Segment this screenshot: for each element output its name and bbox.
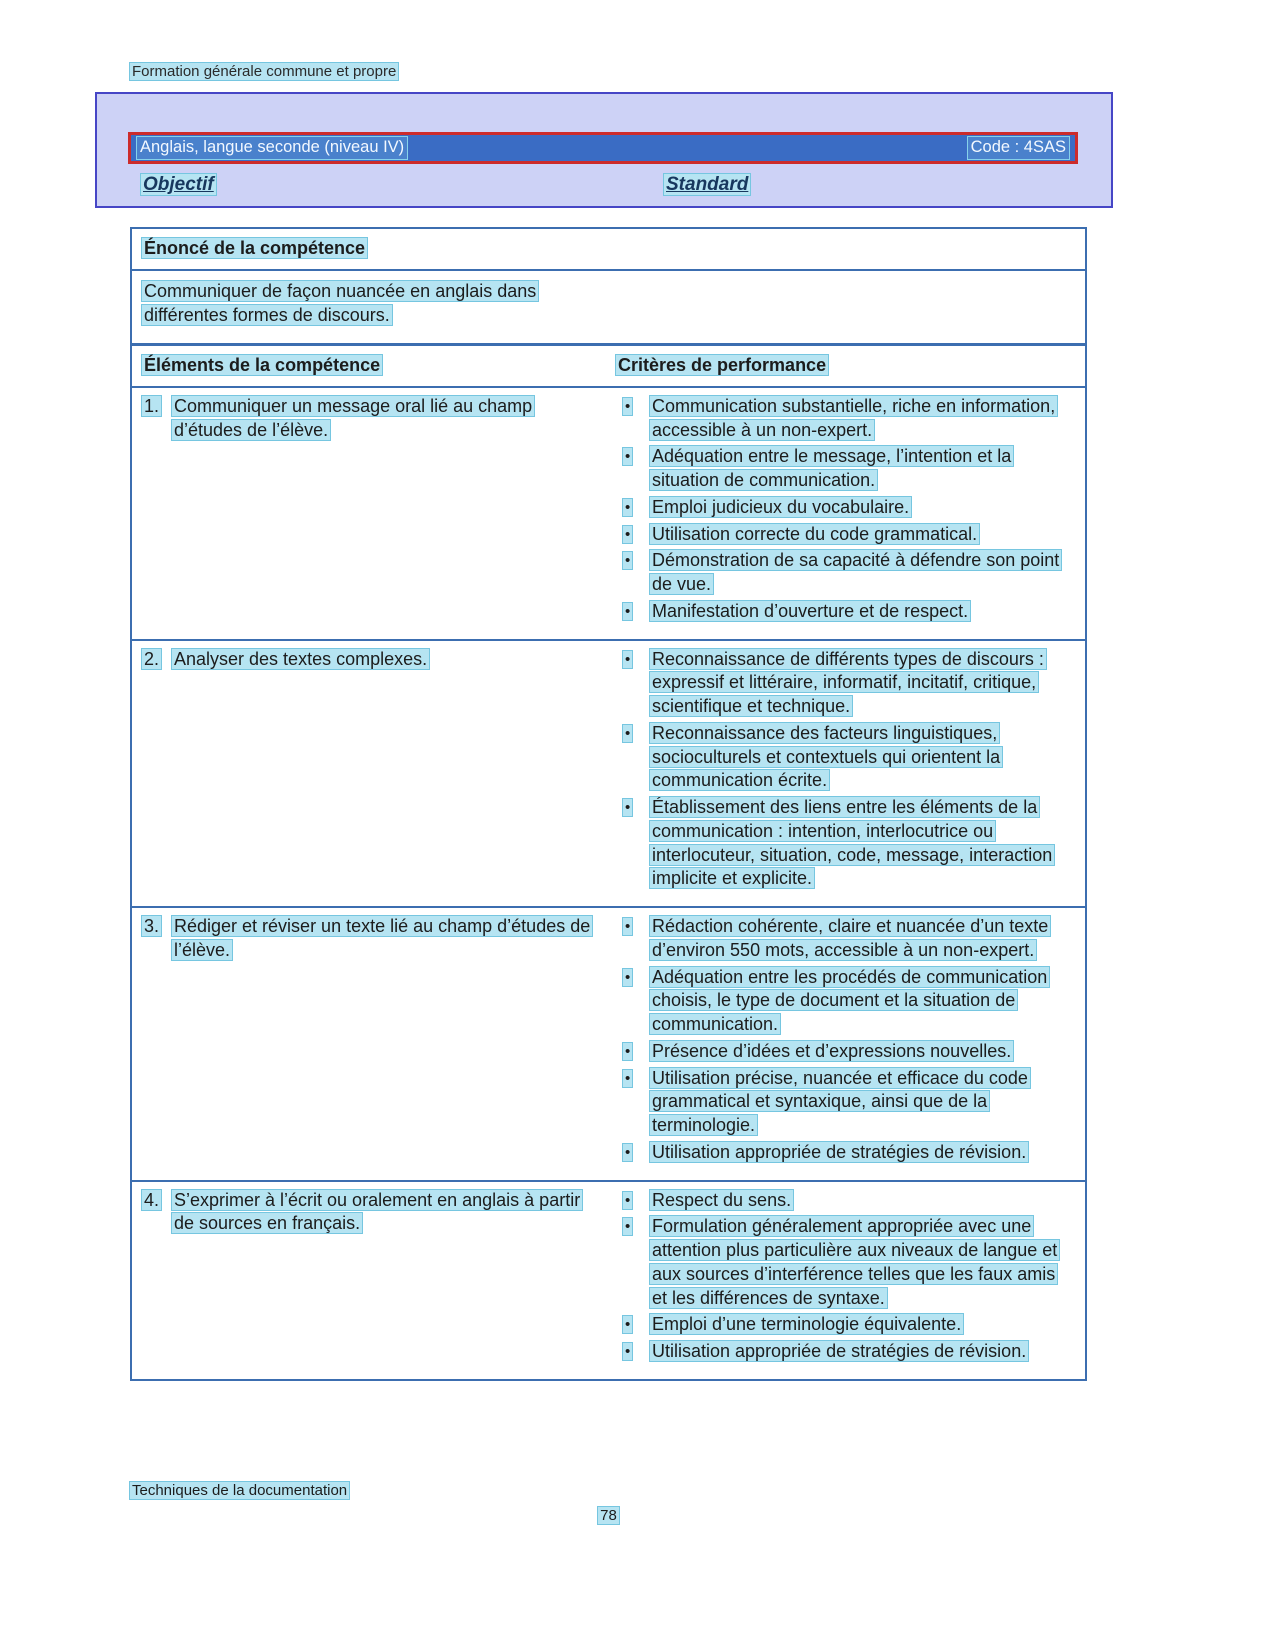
bullet-glyph: • (622, 1143, 633, 1162)
criterion-text-wrap (649, 1189, 1074, 1213)
competence-table (130, 344, 1087, 1381)
bullet-icon (615, 1189, 649, 1212)
elements-column-header: Éléments de la compétence (141, 354, 383, 376)
criterion-text-wrap (649, 395, 1074, 443)
criterion-text-wrap (649, 445, 1074, 493)
bullet-glyph: • (622, 917, 633, 936)
table-row (132, 906, 1085, 1180)
criterion-item (615, 523, 1076, 547)
element-number-text: 3. (141, 915, 162, 937)
element-cell (141, 1189, 615, 1367)
element-text-wrap (171, 915, 591, 963)
bullet-icon (615, 722, 649, 745)
enonce-table-header (132, 229, 1085, 271)
criterion-text: Présence d’idées et d’expressions nouvelles. (649, 1040, 1014, 1062)
criterion-item (615, 915, 1076, 963)
criterion-text-wrap (649, 915, 1074, 963)
criterion-item (615, 549, 1076, 597)
element-cell (141, 395, 615, 627)
criterion-text-wrap (649, 648, 1074, 719)
criterion-text: Reconnaissance des facteurs linguistiques, socioculturels et contextuels qui orientent la communication écrite. (649, 722, 1003, 792)
bullet-icon (615, 523, 649, 546)
criterion-text: Rédaction cohérente, claire et nuancée d’un texte d’environ 550 mots, accessible à un non-expert. (649, 915, 1051, 961)
criterion-item (615, 722, 1076, 793)
criterion-text: Utilisation appropriée de stratégies de révision. (649, 1141, 1029, 1163)
footer-label: Techniques de la documentation (129, 1481, 350, 1500)
criterion-text-wrap (649, 796, 1074, 891)
criterion-text: Reconnaissance de différents types de discours : expressif et littéraire, informatif, incitatif, critique, scientifique et technique. (649, 648, 1047, 718)
enonce-table (130, 227, 1087, 345)
bullet-glyph: • (622, 447, 633, 466)
bullet-icon (615, 1215, 649, 1238)
bullet-glyph: • (622, 1069, 633, 1088)
document-footer (129, 1481, 350, 1501)
criterion-item (615, 648, 1076, 719)
element-number (141, 395, 171, 419)
criterion-text-wrap (649, 1215, 1074, 1310)
element-number-text: 1. (141, 395, 162, 417)
page-number: 78 (597, 1506, 620, 1525)
criteria-column-header: Critères de performance (615, 354, 829, 376)
criterion-text-wrap (649, 1067, 1074, 1138)
bullet-glyph: • (622, 602, 633, 621)
criterion-item (615, 1040, 1076, 1064)
criterion-item (615, 600, 1076, 624)
table-row (132, 1180, 1085, 1379)
criterion-item (615, 1313, 1076, 1337)
enonce-table-body (132, 271, 1085, 344)
enonce-title: Énoncé de la compétence (141, 237, 368, 259)
course-banner (95, 92, 1113, 208)
bullet-glyph: • (622, 1342, 633, 1361)
element-cell (141, 648, 615, 895)
criterion-text: Adéquation entre le message, l’intention et la situation de communication. (649, 445, 1014, 491)
document-header (129, 62, 399, 82)
bullet-icon (615, 600, 649, 623)
criterion-text-wrap (649, 1313, 1074, 1337)
bullet-glyph: • (622, 551, 633, 570)
bullet-icon (615, 445, 649, 468)
bullet-icon (615, 648, 649, 671)
element-text-wrap (171, 395, 591, 443)
bullet-glyph: • (622, 650, 633, 669)
criteria-list (615, 915, 1076, 1168)
bullet-glyph: • (622, 397, 633, 416)
criterion-item (615, 966, 1076, 1037)
criterion-text: Utilisation précise, nuancée et efficace du code grammatical et syntaxique, ainsi que de la terminologie. (649, 1067, 1031, 1137)
element-text-wrap (171, 648, 430, 672)
bullet-glyph: • (622, 798, 633, 817)
element-number-text: 2. (141, 648, 162, 670)
criterion-text-wrap (649, 1040, 1074, 1064)
criteria-column-header-cell (615, 354, 1076, 378)
criterion-item (615, 1215, 1076, 1310)
bullet-glyph: • (622, 1191, 633, 1210)
bullet-icon (615, 1313, 649, 1336)
criterion-text-wrap (649, 1141, 1074, 1165)
criterion-item (615, 445, 1076, 493)
objective-heading: Objectif (140, 173, 217, 196)
criterion-text-wrap (649, 1340, 1074, 1364)
bullet-icon (615, 1067, 649, 1090)
criterion-item (615, 496, 1076, 520)
bullet-glyph: • (622, 1042, 633, 1061)
bullet-icon (615, 549, 649, 572)
bullet-glyph: • (622, 1315, 633, 1334)
element-number-text: 4. (141, 1189, 162, 1211)
bullet-glyph: • (622, 498, 633, 517)
element-cell (141, 915, 615, 1168)
element-text: Analyser des textes complexes. (171, 648, 430, 670)
table-row (132, 639, 1085, 907)
criterion-item (615, 796, 1076, 891)
bullet-icon (615, 395, 649, 418)
elements-column-header-cell (141, 354, 615, 378)
bullet-icon (615, 915, 649, 938)
criteria-list (615, 648, 1076, 895)
criterion-text-wrap (649, 600, 1074, 624)
criterion-text: Démonstration de sa capacité à défendre son point de vue. (649, 549, 1062, 595)
bullet-icon (615, 796, 649, 819)
criterion-text-wrap (649, 722, 1074, 793)
bullet-glyph: • (622, 968, 633, 987)
criterion-text: Emploi d’une terminologie équivalente. (649, 1313, 964, 1335)
element-text-wrap (171, 1189, 591, 1237)
criterion-item (615, 1189, 1076, 1213)
course-code: Code : 4SAS (967, 136, 1070, 160)
criterion-text: Emploi judicieux du vocabulaire. (649, 496, 912, 518)
standard-heading: Standard (663, 173, 751, 196)
element-text: S’exprimer à l’écrit ou oralement en anglais à partir de sources en français. (171, 1189, 583, 1235)
element-number (141, 915, 171, 939)
criterion-text-wrap (649, 966, 1074, 1037)
competence-table-header (132, 346, 1085, 388)
bullet-icon (615, 1141, 649, 1164)
criterion-text: Utilisation correcte du code grammatical. (649, 523, 980, 545)
standard-heading-wrap (663, 172, 751, 197)
document-header-label: Formation générale commune et propre (129, 62, 399, 81)
criterion-item (615, 395, 1076, 443)
criterion-text-wrap (649, 496, 1074, 520)
criterion-text: Établissement des liens entre les éléments de la communication : intention, interlocutrice ou interlocuteur, situation, code, message, interaction implicite et explicite. (649, 796, 1055, 889)
bullet-glyph: • (622, 525, 633, 544)
bullet-glyph: • (622, 724, 633, 743)
criterion-item (615, 1340, 1076, 1364)
criterion-item (615, 1141, 1076, 1165)
objective-heading-wrap (140, 172, 217, 197)
bullet-icon (615, 1340, 649, 1363)
criterion-text: Utilisation appropriée de stratégies de révision. (649, 1340, 1029, 1362)
enonce-statement: Communiquer de façon nuancée en anglais dans différentes formes de discours. (141, 280, 539, 326)
page-number-wrap (130, 1506, 1087, 1526)
criteria-list (615, 1189, 1076, 1367)
criterion-text-wrap (649, 549, 1074, 597)
element-number (141, 1189, 171, 1213)
criterion-item (615, 1067, 1076, 1138)
element-number (141, 648, 171, 672)
course-title: Anglais, langue seconde (niveau IV) (136, 136, 408, 160)
element-text: Rédiger et réviser un texte lié au champ d’études de l’élève. (171, 915, 593, 961)
criterion-text: Respect du sens. (649, 1189, 794, 1211)
criterion-text: Formulation généralement appropriée avec une attention plus particulière aux niveaux de langue et aux sources d’interférence telles que les faux amis et les différences de syntaxe. (649, 1215, 1060, 1308)
banner-headings (140, 172, 1111, 198)
criterion-text: Communication substantielle, riche en information, accessible à un non-expert. (649, 395, 1058, 441)
criterion-text-wrap (649, 523, 1074, 547)
criterion-text: Manifestation d’ouverture et de respect. (649, 600, 971, 622)
criteria-list (615, 395, 1076, 627)
criterion-text: Adéquation entre les procédés de communication choisis, le type de document et la situation de communication. (649, 966, 1050, 1036)
course-title-bar (128, 132, 1078, 164)
bullet-glyph: • (622, 1217, 633, 1236)
table-row (132, 388, 1085, 639)
bullet-icon (615, 1040, 649, 1063)
element-text: Communiquer un message oral lié au champ d’études de l’élève. (171, 395, 535, 441)
bullet-icon (615, 496, 649, 519)
bullet-icon (615, 966, 649, 989)
